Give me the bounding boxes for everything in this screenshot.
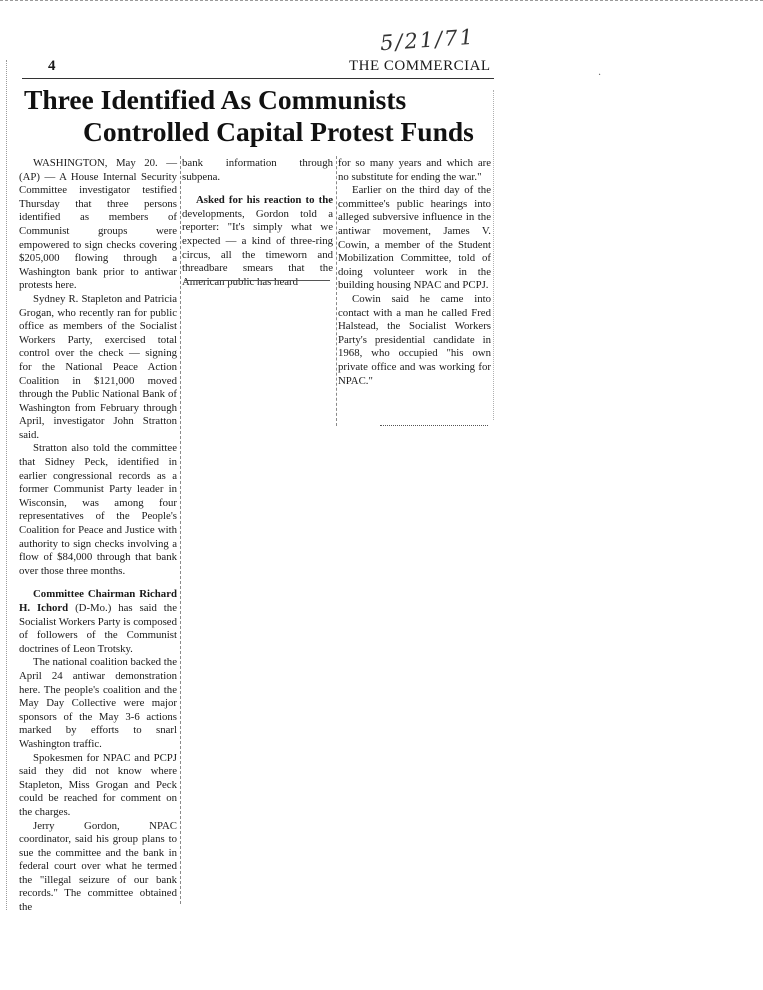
newspaper-masthead: THE COMMERCIAL [349,58,491,74]
headline-line-1: Three Identified As Communists [24,84,407,115]
clipping-edge [493,90,494,420]
article-paragraph [182,194,333,289]
article-column-2 [182,157,333,289]
column-divider [180,156,181,904]
column-divider [336,156,337,426]
scan-speck: · [598,70,602,81]
paragraph-rest: developments, Gordon told a reporter: "It's simply what we expected — a kind of three-ring circus, all the timeworn and threadbare smears that the American public has heard [182,207,333,288]
article-paragraph: The national coalition backed the April 24 antiwar demonstration here. The people's coalition and the May Day Collective were major sponsors of the May 3-6 actions marked by efforts to snarl Washington traffic. [19,656,177,750]
article-column-1 [19,157,177,915]
article-paragraph: Stratton also told the committee that Sidney Peck, identified in earlier congressional records as a former Communist Party leader in Wisconsin, was among four representatives of the People's Coalition for Peace and Justice with authority to sign checks involving a flow of $84,000 through that bank over those three months. [19,442,177,577]
article-headline [24,84,494,148]
paragraph-bold-lead: Asked for his reaction to the [196,194,333,207]
page-number: 4 [48,58,56,74]
article-paragraph: for so many years and which are no substitute for ending the war." [338,157,491,183]
article-paragraph: Sydney R. Stapleton and Patricia Grogan, who recently ran for public office as members of the Socialist Workers Party, exercised total control over the check — signing for the National Peace Action Coalition in $121,000 moved through the Public National Bank of Washington from February through April, investigator John Stratton said. [19,292,177,441]
handwritten-date: 5/21/71 [379,24,476,56]
masthead-rule [22,78,494,79]
article-end-rule [380,425,488,426]
article-paragraph [19,588,177,656]
article-column-3 [338,157,491,388]
article-paragraph: Earlier on the third day of the committee's public hearings into alleged subversive influence in the antiwar movement, James V. Cowin, a member of the Student Mobilization Committee, told of doing volunteer work in the building housing NPAC and PCPJ. [338,184,491,292]
column-end-rule [185,280,330,281]
scan-left-edge [6,60,9,910]
article-paragraph: Spokesmen for NPAC and PCPJ said they did not know where Stapleton, Miss Grogan and Peck could be reached for comment on the charges. [19,751,177,818]
scan-top-border [0,0,763,1]
article-paragraph: bank information through subpena. [182,157,333,183]
paragraph-rest: (D-Mo.) has said the Socialist Workers Party is composed of followers of the Communist doctrines of Leon Trotsky. [19,602,177,655]
article-paragraph: Cowin said he came into contact with a man he called Fred Halstead, the Socialist Workers Party's presidential candidate in 1968, who occupied "his own private office and was working for NPAC." [338,292,491,387]
article-paragraph: WASHINGTON, May 20. — (AP) — A House Internal Security Committee investigator testified Thursday that three persons identified as members of Communist groups were empowered to sign checks covering $205,000 flowing through a Washington bank prior to antiwar protests here. [19,157,177,292]
article-paragraph: Jerry Gordon, NPAC coordinator, said his group plans to sue the committee and the bank in federal court over what he termed the "illegal seizure of our bank records." The committee obtained the [19,819,177,914]
headline-line-2: Controlled Capital Protest Funds [83,116,474,147]
paragraph-bold-lead: Committee Chairman Richard H. Ichord [19,588,177,614]
